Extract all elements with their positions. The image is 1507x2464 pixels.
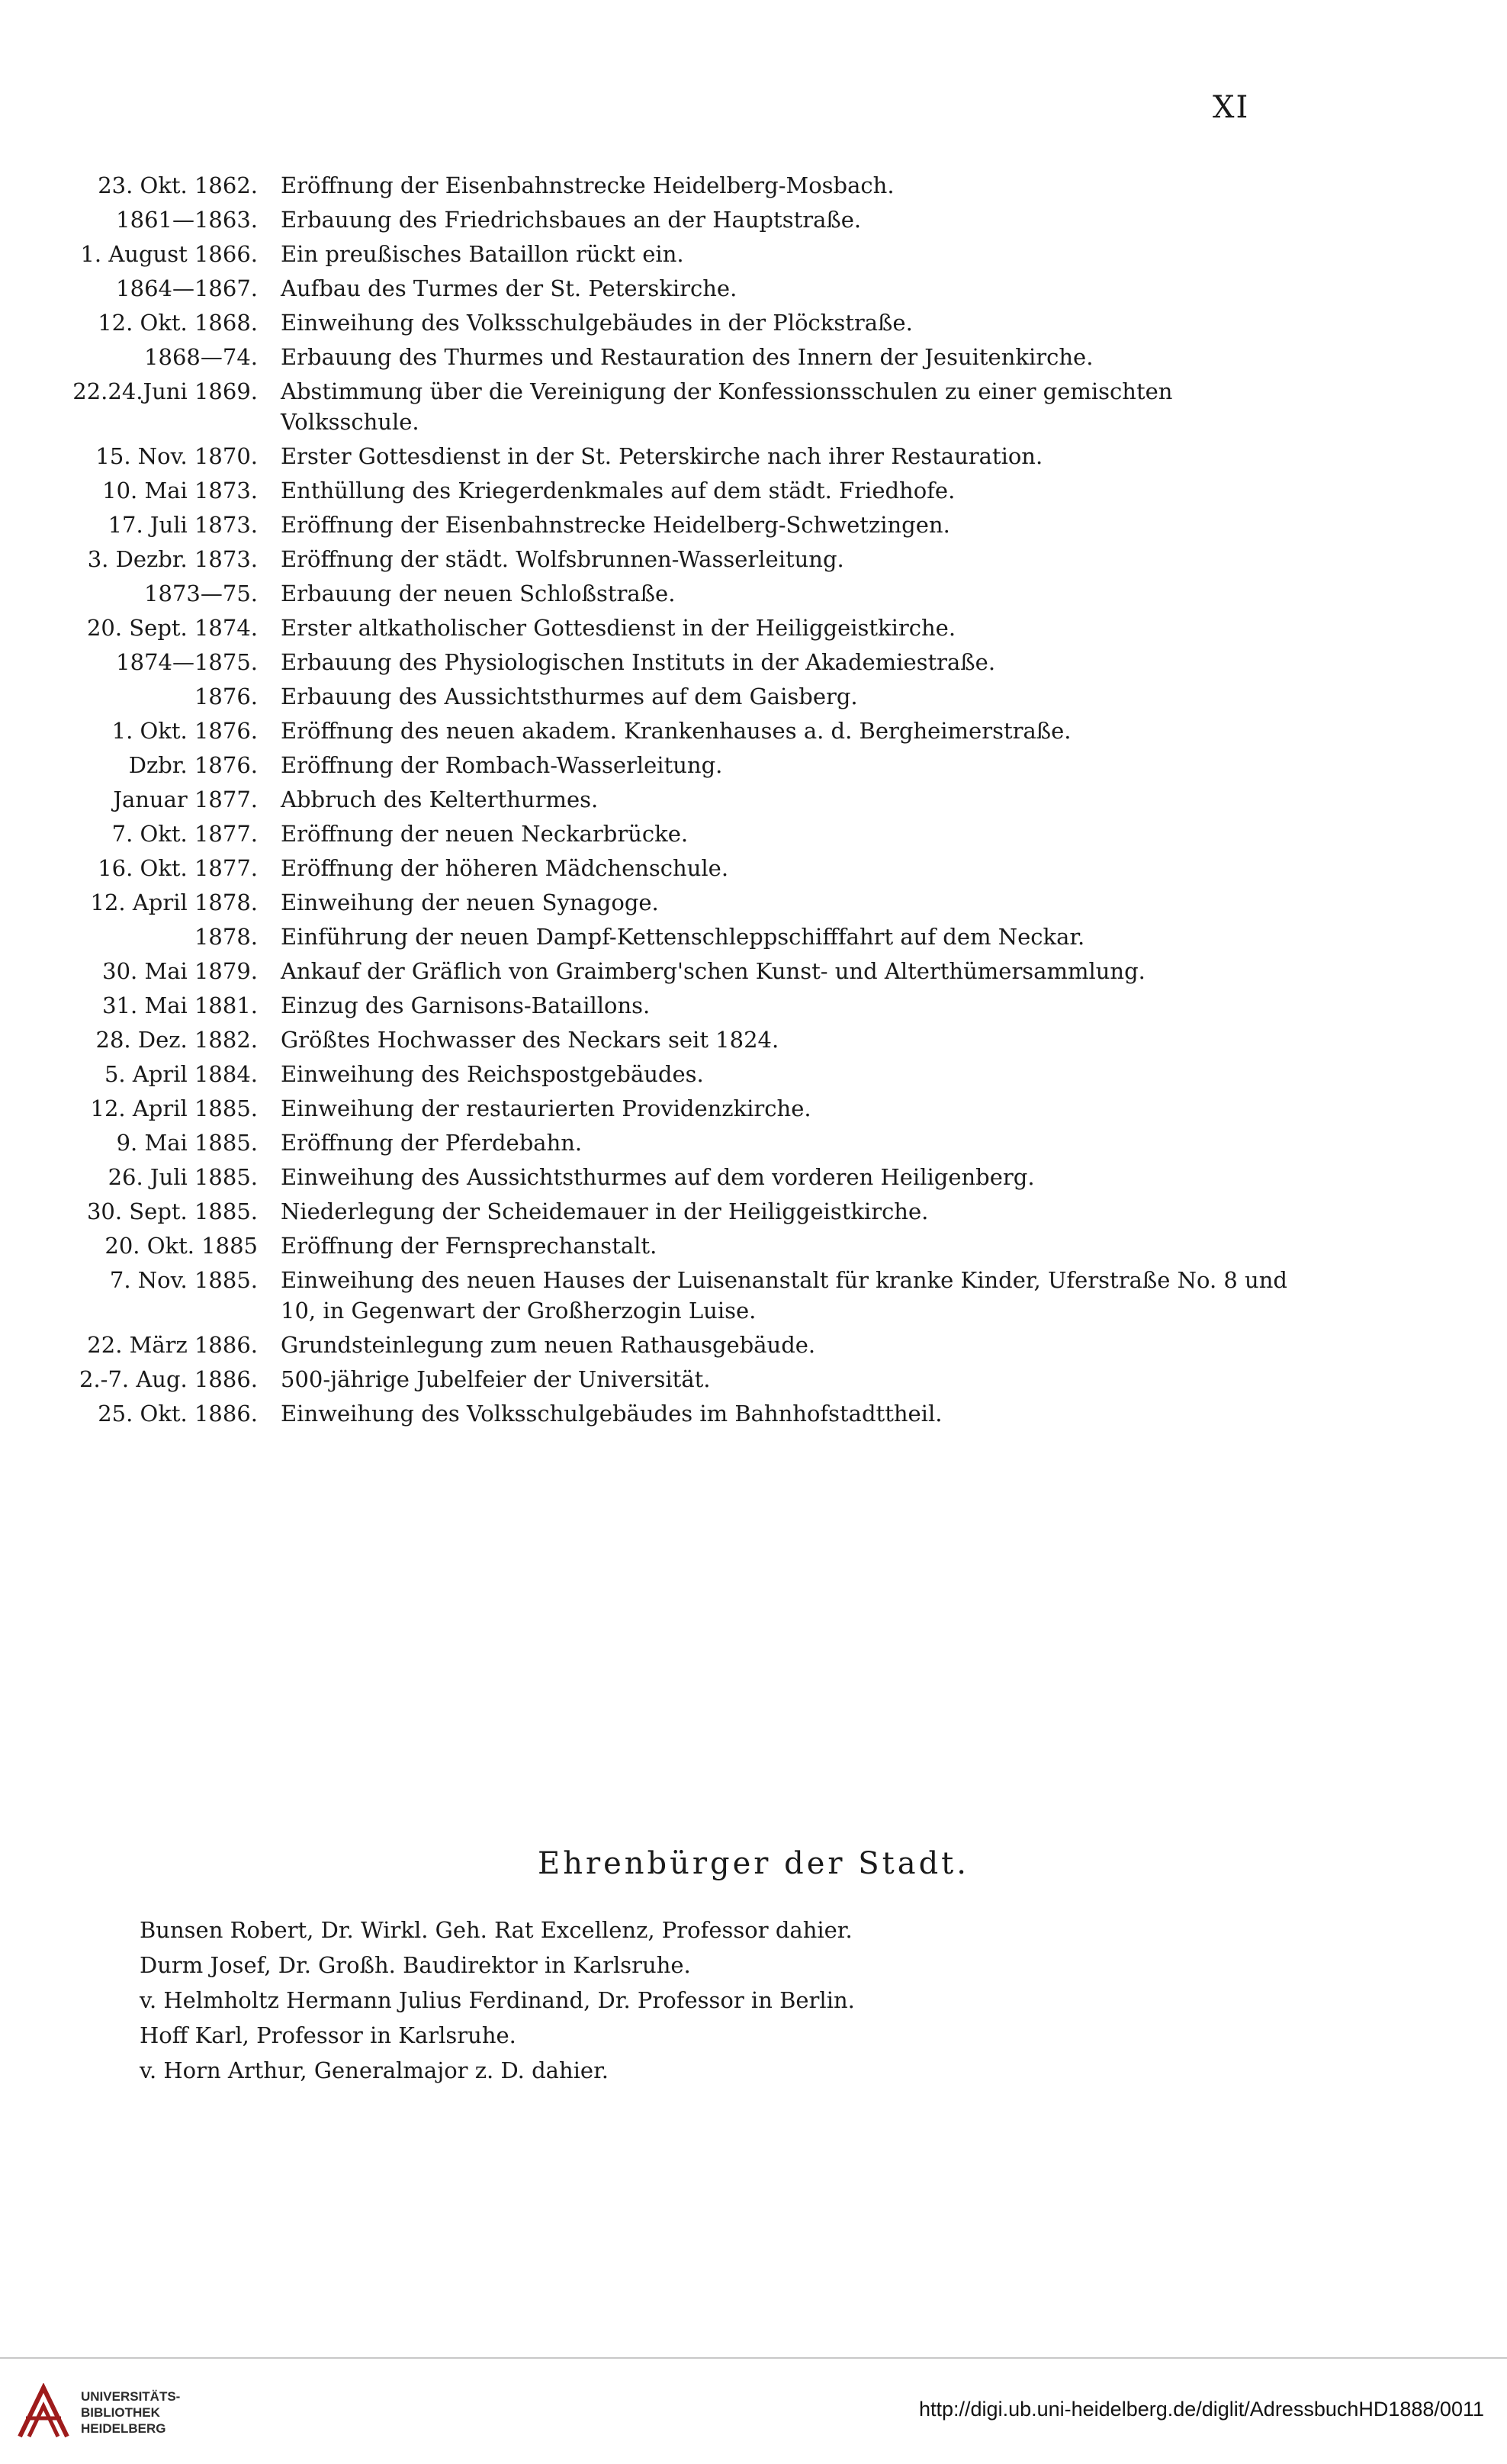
chronology-entry (0, 990, 1507, 1021)
chronology-entry (0, 1127, 1507, 1158)
entry-text: Grundsteinlegung zum neuen Rathausgebäude. (281, 1332, 816, 1358)
entry-text: Erbauung des Physiologischen Instituts in der Akademiestraße. (281, 649, 996, 675)
chronology-entry (0, 1059, 1507, 1089)
entry-text: Eröffnung der städt. Wolfsbrunnen-Wasserleitung. (281, 546, 844, 572)
chronology-entry (0, 853, 1507, 883)
entry-text: Ein preußisches Bataillon rückt ein. (281, 241, 684, 267)
chronology-entry (0, 204, 1507, 235)
entry-date: 1876. (194, 684, 258, 709)
entry-text: Eröffnung der Eisenbahnstrecke Heidelberg-Schwetzingen. (281, 512, 950, 538)
entry-text: Abstimmung über die Vereinigung der Konfessionsschulen zu einer gemischten Volksschule. (281, 378, 1173, 435)
honorary-citizen-entry: Hoff Karl, Professor in Karlsruhe. (140, 2022, 516, 2048)
entry-text: Einweihung des neuen Hauses der Luisenanstalt für kranke Kinder, Uferstraße No. 8 und 10, in Gegenwart der Großherzogin Luise. (281, 1267, 1287, 1324)
chronology-entry (0, 170, 1507, 201)
entry-date: 25. Okt. 1886. (98, 1401, 258, 1427)
chronology-entry (0, 956, 1507, 986)
entry-text: Abbruch des Kelterthurmes. (281, 786, 599, 812)
entry-date: 12. April 1885. (90, 1095, 258, 1121)
entry-text: Erster Gottesdienst in der St. Peterskirche nach ihrer Restauration. (281, 443, 1043, 469)
source-url-link[interactable]: http://digi.ub.uni-heidelberg.de/diglit/AdressbuchHD1888/0011 (919, 2398, 1484, 2421)
library-name (81, 2388, 180, 2437)
entry-date: 12. April 1878. (90, 889, 258, 915)
honorary-citizens-list (140, 1915, 1284, 2090)
entry-date: 30. Mai 1879. (102, 958, 258, 984)
library-name-line: UNIVERSITÄTS- (81, 2388, 181, 2404)
chronology-entry (0, 307, 1507, 338)
entry-text: 500-jährige Jubelfeier der Universität. (281, 1366, 711, 1392)
entry-text: Eröffnung der höheren Mädchenschule. (281, 855, 729, 881)
entry-text: Erbauung der neuen Schloßstraße. (281, 581, 676, 606)
honorary-citizen-entry: Durm Josef, Dr. Großh. Baudirektor in Karlsruhe. (140, 1952, 691, 1978)
chronology-entry (0, 887, 1507, 918)
chronology-entry (0, 1364, 1507, 1394)
chronology-entry (0, 1230, 1507, 1261)
entry-text: Erbauung des Aussichtsthurmes auf dem Gaisberg. (281, 684, 858, 709)
chronology-entry (0, 1398, 1507, 1429)
honorary-citizens-title: Ehrenbürger der Stadt. (538, 1846, 969, 1881)
entry-date: 1868—74. (144, 344, 258, 370)
entry-date: Dzbr. 1876. (128, 752, 258, 778)
chronology-entry (0, 578, 1507, 609)
library-name-line: HEIDELBERG (81, 2421, 166, 2436)
entry-date: 22.24.Juni 1869. (72, 378, 258, 404)
entry-date: Januar 1877. (113, 786, 258, 812)
entry-text: Eröffnung der neuen Neckarbrücke. (281, 821, 689, 847)
entry-date: 3. Dezbr. 1873. (87, 546, 258, 572)
entry-text: Erbauung des Friedrichsbaues an der Hauptstraße. (281, 207, 862, 233)
entry-text: Einzug des Garnisons-Bataillons. (281, 992, 651, 1018)
entry-date: 7. Okt. 1877. (111, 821, 258, 847)
entry-date: 1873—75. (144, 581, 258, 606)
chronology-entry (0, 1196, 1507, 1227)
entry-text: Eröffnung der Eisenbahnstrecke Heidelberg-Mosbach. (281, 172, 895, 198)
entry-text: Ankauf der Gräflich von Graimberg'schen Kunst- und Alterthümersammlung. (281, 958, 1146, 984)
entry-date: 1874—1875. (116, 649, 258, 675)
entry-date: 1861—1863. (116, 207, 258, 233)
honorary-citizen-entry: v. Horn Arthur, Generalmajor z. D. dahier. (140, 2057, 609, 2083)
entry-date: 23. Okt. 1862. (98, 172, 258, 198)
entry-date: 15. Nov. 1870. (95, 443, 258, 469)
entry-date: 2.-7. Aug. 1886. (79, 1366, 258, 1392)
library-emblem-icon (17, 2383, 70, 2441)
entry-text: Niederlegung der Scheidemauer in der Heiliggeistkirche. (281, 1198, 929, 1224)
entry-text: Einweihung des Volksschulgebäudes in der Plöckstraße. (281, 310, 913, 336)
chronology-entry (0, 239, 1507, 269)
entry-text: Einweihung der neuen Synagoge. (281, 889, 659, 915)
entry-date: 30. Sept. 1885. (86, 1198, 258, 1224)
entry-date: 7. Nov. 1885. (109, 1267, 258, 1293)
entry-text: Eröffnung des neuen akadem. Krankenhauses a. d. Bergheimerstraße. (281, 718, 1072, 744)
chronology-entry (0, 922, 1507, 952)
honorary-citizen-entry: v. Helmholtz Hermann Julius Ferdinand, Dr. Professor in Berlin. (140, 1987, 855, 2013)
chronology-entry (0, 544, 1507, 574)
entry-text: Eröffnung der Fernsprechanstalt. (281, 1233, 657, 1259)
chronology-entry (0, 441, 1507, 471)
chronology-entry (0, 681, 1507, 712)
library-name-line: BIBLIOTHEK (81, 2404, 160, 2420)
chronology-entry (0, 342, 1507, 372)
honorary-citizen-entry: Bunsen Robert, Dr. Wirkl. Geh. Rat Excellenz, Professor dahier. (140, 1917, 853, 1943)
entry-text: Erster altkatholischer Gottesdienst in der Heiliggeistkirche. (281, 615, 956, 641)
entry-text: Einweihung des Volksschulgebäudes im Bahnhofstadttheil. (281, 1401, 943, 1427)
entry-text: Einführung der neuen Dampf-Kettenschleppschifffahrt auf dem Neckar. (281, 924, 1085, 950)
entry-date: 1878. (194, 924, 258, 950)
chronology-entry (0, 819, 1507, 849)
entry-text: Einweihung der restaurierten Providenzkirche. (281, 1095, 811, 1121)
entry-date: 5. April 1884. (104, 1061, 258, 1087)
chronology-entry (0, 1093, 1507, 1124)
entry-text: Enthüllung des Kriegerdenkmales auf dem städt. Friedhofe. (281, 478, 956, 503)
library-logo[interactable] (17, 2374, 284, 2450)
entry-date: 20. Okt. 1885 (104, 1233, 258, 1259)
entry-date: 1. Okt. 1876. (111, 718, 258, 744)
footer-divider (0, 2357, 1507, 2359)
chronology-entry (0, 784, 1507, 815)
entry-date: 1. August 1866. (80, 241, 258, 267)
entry-date: 17. Juli 1873. (108, 512, 258, 538)
entry-date: 16. Okt. 1877. (98, 855, 258, 881)
chronology-entry (0, 1025, 1507, 1055)
chronology-entry (0, 273, 1507, 304)
entry-text: Eröffnung der Pferdebahn. (281, 1130, 583, 1156)
chronology-list (0, 170, 1507, 1433)
chronology-entry (0, 647, 1507, 677)
entry-text: Eröffnung der Rombach-Wasserleitung. (281, 752, 723, 778)
chronology-entry (0, 1265, 1507, 1326)
chronology-entry (0, 750, 1507, 780)
entry-text: Einweihung des Reichspostgebäudes. (281, 1061, 704, 1087)
entry-text: Erbauung des Thurmes und Restauration des Innern der Jesuitenkirche. (281, 344, 1094, 370)
entry-text: Aufbau des Turmes der St. Peterskirche. (281, 275, 737, 301)
entry-date: 28. Dez. 1882. (95, 1027, 258, 1053)
entry-date: 20. Sept. 1874. (86, 615, 258, 641)
chronology-entry (0, 1330, 1507, 1360)
entry-date: 9. Mai 1885. (116, 1130, 258, 1156)
chronology-entry (0, 475, 1507, 506)
chronology-entry (0, 1162, 1507, 1192)
entry-text: Einweihung des Aussichtsthurmes auf dem vorderen Heiligenberg. (281, 1164, 1035, 1190)
entry-date: 12. Okt. 1868. (98, 310, 258, 336)
entry-date: 31. Mai 1881. (102, 992, 258, 1018)
entry-date: 26. Juli 1885. (108, 1164, 258, 1190)
chronology-entry (0, 613, 1507, 643)
page-number: XI (1213, 90, 1250, 125)
chronology-entry (0, 716, 1507, 746)
entry-date: 22. März 1886. (87, 1332, 258, 1358)
chronology-entry (0, 510, 1507, 540)
entry-text: Größtes Hochwasser des Neckars seit 1824. (281, 1027, 779, 1053)
entry-date: 1864—1867. (116, 275, 258, 301)
chronology-entry (0, 376, 1507, 437)
entry-date: 10. Mai 1873. (102, 478, 258, 503)
